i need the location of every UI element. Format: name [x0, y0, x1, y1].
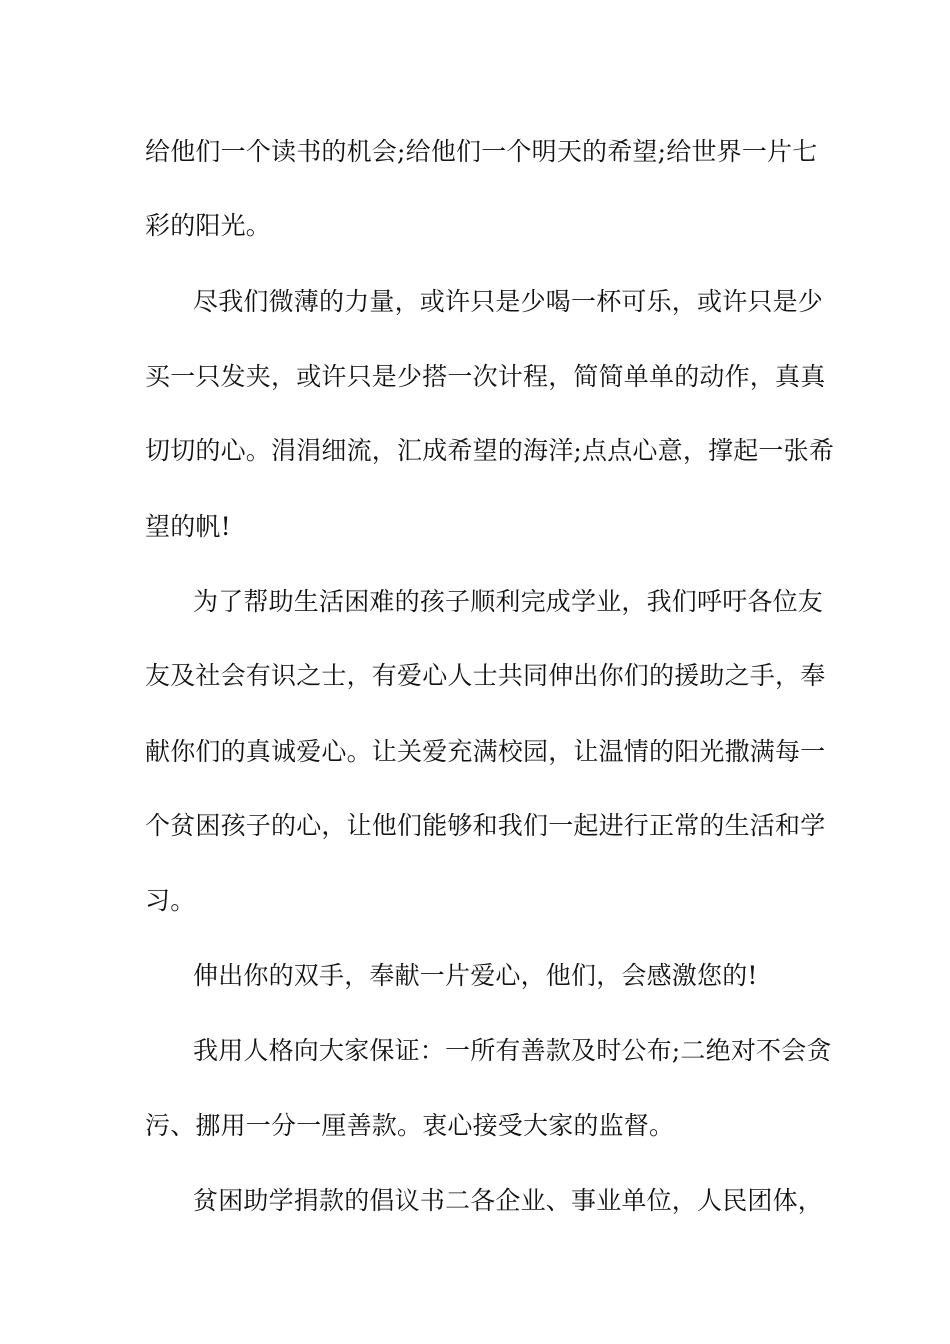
text-line: 望的帆!: [145, 512, 231, 541]
text-line: 给他们一个读书的机会;给他们一个明天的希望;给世界一片七: [145, 137, 818, 166]
text-line: 献你们的真诚爱心。让关爱充满校园，让温情的阳光撒满每一: [145, 737, 826, 766]
text-line: 买一只发夹，或许只是少搭一次计程，简简单单的动作，真真: [145, 362, 826, 391]
paragraph-first-line: 我用人格向大家保证：一所有善款及时公布;二绝对不会贪: [193, 1036, 832, 1065]
paragraph-first-line: 伸出你的双手，奉献一片爱心，他们，会感激您的!: [193, 961, 758, 990]
text-line: 污、挪用一分一厘善款。衷心接受大家的监督。: [145, 1111, 675, 1140]
paragraph-first-line: 尽我们微薄的力量，或许只是少喝一杯可乐，或许只是少: [193, 287, 824, 316]
text-line: 切切的心。涓涓细流，汇成希望的海洋;点点心意，撑起一张希: [145, 436, 835, 465]
paragraph-first-line: 贫困助学捐款的倡议书二各企业、事业单位，人民团体，: [193, 1186, 824, 1215]
text-line: 个贫困孩子的心，让他们能够和我们一起进行正常的生活和学: [145, 811, 826, 840]
text-line: 彩的阳光。: [145, 211, 272, 240]
text-line: 习。: [145, 886, 196, 915]
paragraph-first-line: 为了帮助生活困难的孩子顺利完成学业，我们呼吁各位友: [193, 587, 824, 616]
text-line: 友及社会有识之士，有爱心人士共同伸出你们的援助之手，奉: [145, 661, 826, 690]
